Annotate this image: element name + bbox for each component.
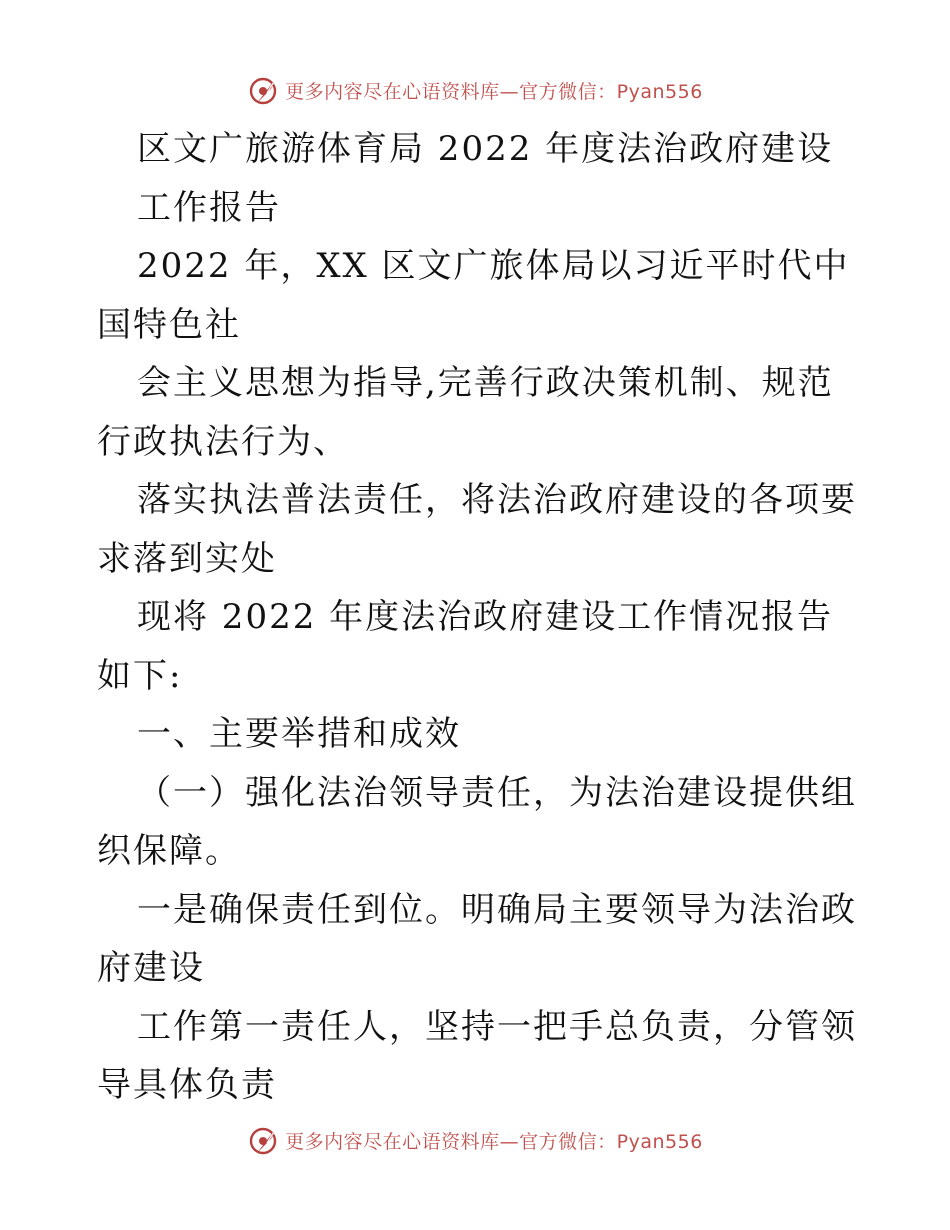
- title-line-2: 工作报告: [137, 187, 281, 228]
- watermark-text: 更多内容尽在心语资料库—官方微信：Pyan556: [285, 80, 703, 103]
- paragraph: 现将 2022 年度法治政府建设工作情况报告如下:: [97, 597, 834, 696]
- section-heading: 一、主要举措和成效: [137, 714, 461, 754]
- quill-logo-icon: [247, 1123, 281, 1157]
- header-watermark: [0, 70, 950, 110]
- footer-watermark: [0, 1120, 950, 1160]
- document-body: [97, 120, 857, 1115]
- paragraph: 落实执法普法责任，将法治政府建设的各项要求落到实处: [97, 480, 857, 579]
- paragraph: 2022 年，XX 区文广旅体局以习近平时代中国特色社: [97, 246, 850, 345]
- watermark-text: 更多内容尽在心语资料库—官方微信：Pyan556: [285, 1130, 703, 1153]
- title-line-1: 区文广旅游体育局 2022 年度法治政府建设: [137, 129, 834, 169]
- subsection-heading: （一）强化法治领导责任，为法治建设提供组织保障。: [97, 772, 857, 871]
- paragraph: 工作第一责任人，坚持一把手总负责，分管领导具体负责: [97, 1006, 857, 1105]
- paragraph: 一是确保责任到位。明确局主要领导为法治政府建设: [97, 889, 857, 988]
- quill-logo-icon: [247, 73, 281, 107]
- paragraph: 会主义思想为指导,完善行政决策机制、规范行政执法行为、: [97, 363, 834, 462]
